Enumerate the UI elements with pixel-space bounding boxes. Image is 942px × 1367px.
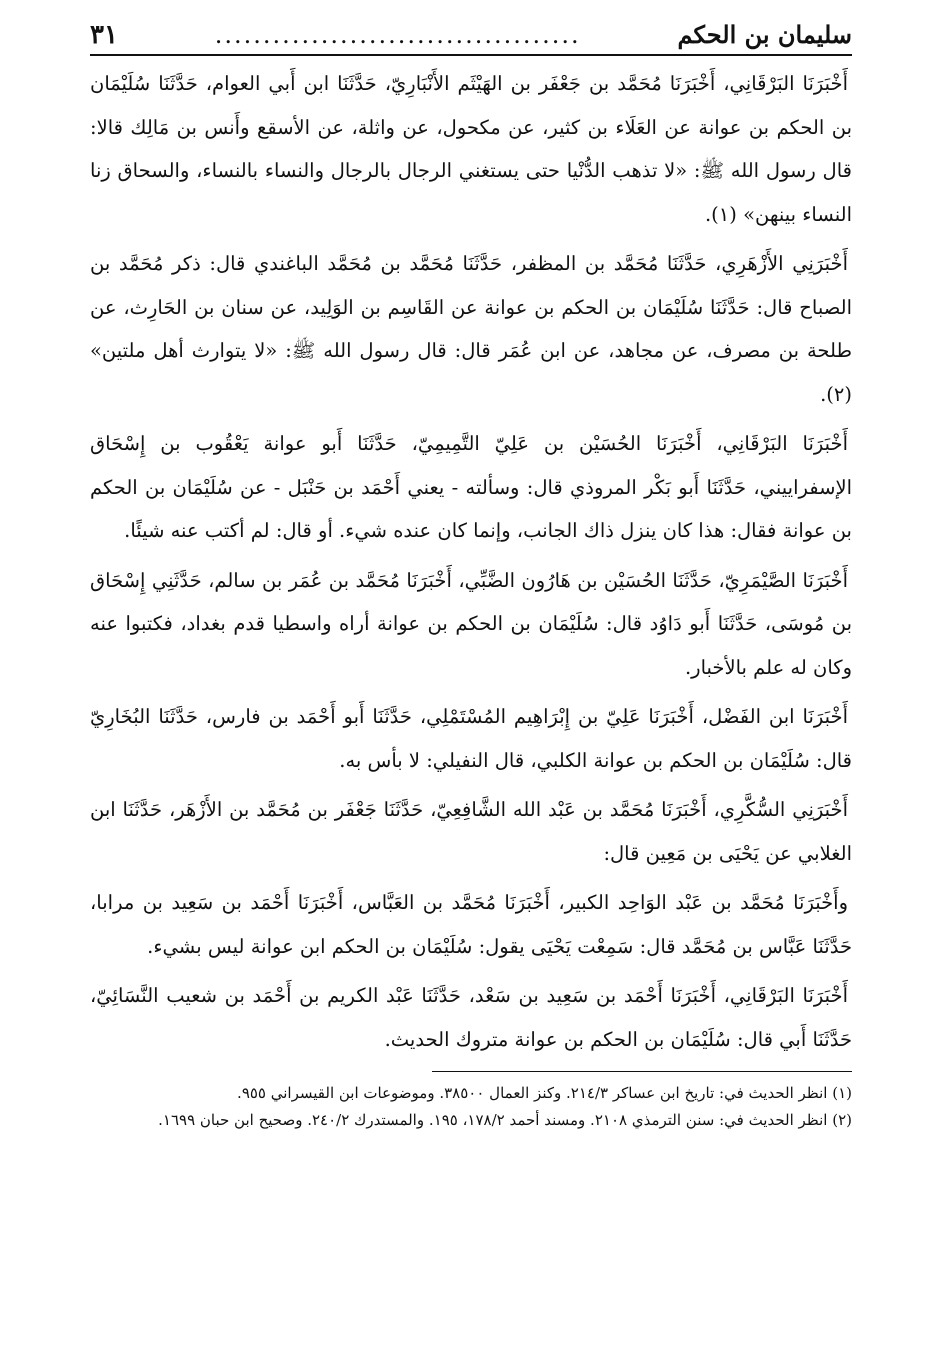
page-number: ٣١ [90, 20, 118, 50]
paragraph-3: أَخْبَرَنَا البَرْقَانِي، أَخْبَرَنَا الحُسَيْن بن عَلِيّ التَّمِيمِيّ، حَدَّثَنَا أَبو عوانة يَعْقُوب بن إِسْحَاق الإسفراييني، حَدَّثَنَا أَبو بَكْر المروذي قال: وسألته - يعني أَحْمَد بن حَنْبَل - عن سُلَيْمَان بن الحكم بن عوانة فقال: هذا كان ينزل ذاك الجانب، وإنما كان عنده شيء. أو قال: لم أكتب عنه شيئًا. [90, 432, 852, 542]
paragraph-2: أَخْبَرَنِي الأَزْهَرِي، حَدَّثَنَا مُحَمَّد بن المظفر، حَدَّثَنَا مُحَمَّد بن مُحَمَّد الباغندي قال: ذكر مُحَمَّد بن الصباح قال: حَدَّثَنَا سُلَيْمَان بن الحكم بن عوانة عن القَاسِم بن الوَلِيد، عن سنان بن الحَارِث، عن طلحة بن مصرف، عن مجاهد، عن ابن عُمَر قال: قال رسول الله ﷺ: «لا يتوارث أهل ملتين» (٢). [90, 252, 852, 406]
running-title: سليمان بن الحكم [677, 20, 852, 49]
paragraph-7: وأَخْبَرَنَا مُحَمَّد بن عَبْد الوَاحِد الكبير، أَخْبَرَنَا مُحَمَّد بن العَبَّاس، أَخْبَرَنَا أَحْمَد بن سَعِيد بن مرابا، حَدَّثَنَا عَبَّاس بن مُحَمَّد قال: سَمِعْت يَحْيَى يقول: سُلَيْمَان بن الحكم ابن عوانة ليس بشيء. [90, 891, 852, 958]
footnote-2: (٢) انظر الحديث في: سنن الترمذي ٢١٠٨. ومسند أحمد ١٧٨/٢، ١٩٥. والمستدرك ٢٤٠/٢. وصحيح ابن حبان ١٦٩٩. [158, 1111, 852, 1129]
paragraph-1: أَخْبَرَنَا البَرْقَانِي، أَخْبَرَنَا مُحَمَّد بن جَعْفَر بن الهَيْثَم الأَنْبَارِيّ، حَدَّثَنَا ابن أَبي العوام، حَدَّثَنَا سُلَيْمَان بن الحكم بن عوانة عن العَلَاء بن كثير، عن مكحول، عن واثلة، عن الأسقع وأَنس بن مَالِك قالا: قال رسول الله ﷺ: «لا تذهب الدُّنْيا حتى يستغني الرجال بالرجال والنساء بالنساء، والسحاق زنا النساء بينهن» (١). [90, 72, 852, 226]
footnote-1: (١) انظر الحديث في: تاريخ ابن عساكر ٢١٤/٣. وكنز العمال ٣٨٥٠٠. وموضوعات ابن القيسراني ٩٥٥. [237, 1084, 852, 1102]
paragraph-6: أَخْبَرَنِي السُّكَّرِي، أَخْبَرَنَا مُحَمَّد بن عَبْد الله الشَّافِعِيّ، حَدَّثَنَا جَعْفَر بن مُحَمَّد بن الأَزْهَر، حَدَّثَنَا ابن الغلابي عن يَحْيَى بن مَعِين قال: [90, 798, 852, 865]
footnote-separator [432, 1071, 852, 1072]
paragraph-5: أَخْبَرَنَا ابن الفَضْل، أَخْبَرَنَا عَلِيّ بن إِبْرَاهِيم المُسْتَمْلِي، حَدَّثَنَا أَبو أَحْمَد بن فارس، حَدَّثَنَا البُخَارِيّ قال: سُلَيْمَان بن الحكم بن عوانة الكلبي، قال النفيلي: لا بأس به. [90, 705, 852, 772]
page-header [90, 18, 852, 56]
leader-dots: ...................................... [214, 21, 581, 49]
paragraph-4: أَخْبَرَنَا الصَّيْمَرِيّ، حَدَّثَنَا الحُسَيْن بن هَارُون الضَّبِّي، أَخْبَرَنَا مُحَمَّد بن عُمَر بن سالم، حَدَّثَنِي إِسْحَاق بن مُوسَى، حَدَّثَنَا أَبو دَاوُد قال: سُلَيْمَان بن الحكم بن عوانة أراه واسطيا قدم بغداد، فكتبوا عنه وكان له علم بالأخبار. [90, 568, 852, 679]
paragraph-8: أَخْبَرَنَا البَرْقَانِي، أَخْبَرَنَا أَحْمَد بن سَعِيد بن سَعْد، حَدَّثَنَا عَبْد الكريم بن أَحْمَد بن شعيب النَّسَائِيّ، حَدَّثَنَا أَبي قال: سُلَيْمَان بن الحكم بن عوانة متروك الحديث. [90, 984, 852, 1051]
book-page [90, 18, 852, 1134]
